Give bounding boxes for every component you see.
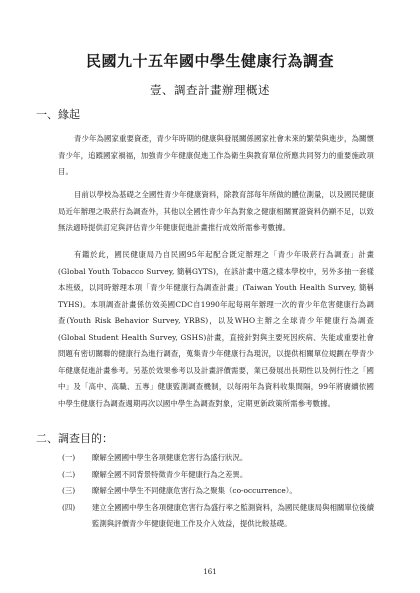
section-heading-origin: 一、緣起 bbox=[36, 108, 80, 121]
list-item bbox=[62, 450, 374, 467]
list-item bbox=[62, 467, 374, 484]
section-title: 壹、調查計畫辦理概述 bbox=[150, 83, 270, 97]
document-title: 民國九十五年國中學生健康行為調查 bbox=[85, 52, 334, 70]
purpose-list bbox=[62, 450, 374, 533]
paragraph: 目前以學校為基礎之全國性青少年健康資料，除教育部每年所做的體位測量，以及國民健康局近年辦理之吸菸行為調查外，其他以全國性青少年為對象之健康相關實證資料仍顯不足，以致無法適時提供訂定與評估青少年健康促進計畫推行成效所需參考數據。 bbox=[58, 190, 374, 233]
list-number: (二) bbox=[62, 469, 76, 479]
list-text: 建立全國國中學生各項健康危害行為盛行率之監測資料，為國民健康局與相關單位後續監測與評價青少年健康促進工作及介入效益，提供比較基礎。 bbox=[92, 502, 374, 528]
list-text: 瞭解全國國中學生各項健康危害行為盛行狀況。 bbox=[92, 453, 248, 462]
list-item bbox=[62, 483, 374, 500]
list-text: 瞭解全國不同背景特徵青少年健康行為之差異。 bbox=[92, 469, 248, 479]
list-number: (四) bbox=[62, 502, 76, 512]
list-number: (三) bbox=[62, 486, 76, 495]
list-number: (一) bbox=[62, 453, 76, 462]
paragraph: 青少年為國家重要資產，青少年時期的健康與發展關係國家社會未來的繁榮與進步，為關懷青少年，追蹤國家禍福，加強青少年健康促進工作為衛生與教育單位所應共同努力的重要施政項目。 bbox=[58, 134, 374, 177]
paragraph: 有鑑於此，國民健康局乃自民國95年起配合既定辦理之「青少年吸菸行為調查」計畫(Global Youth Tobacco Survey, 簡稱GYTS)，在該計畫中選之樣本學校中，另外多抽一套樣本班級，以同時辦理本項「青少年健康行為調查計畫」(Taiwan Youth Health Survey, 簡稱TYHS)。本項調查計畫係仿效美國CDC自1990年起每兩年辦理一次的青少年危害健康行為調查(Youth Risk Behavior Survey, YRBS)，以及WHO主辦之全球青少年健康行為調查(Global Student Health Survey, GSHS)計畫，直接針對與主要死因疾病、失能或重要社會問題有密切關聯的健康行為進行調查，蒐集青少年健康行為現況，以提供相關單位規劃在學青少年健康促進計畫參考。另基於效果參考以及計畫評價需要，業已發展出長期性以及例行性之「國中」及「高中、高職、五專」健康監測調查機制，以每兩年為資料收集間隔，99年將賡續依國中學生健康行為調查週期再次以國中學生為調查對象，定期更新政策所需參考數據。 bbox=[58, 250, 374, 408]
page-number: 161 bbox=[203, 568, 217, 576]
section-heading-purpose: 二、調查目的： bbox=[36, 432, 113, 445]
list-text: 瞭解全國中學生不同健康危害行為之聚集（co-occurrence）。 bbox=[92, 486, 297, 495]
list-item bbox=[62, 500, 374, 533]
